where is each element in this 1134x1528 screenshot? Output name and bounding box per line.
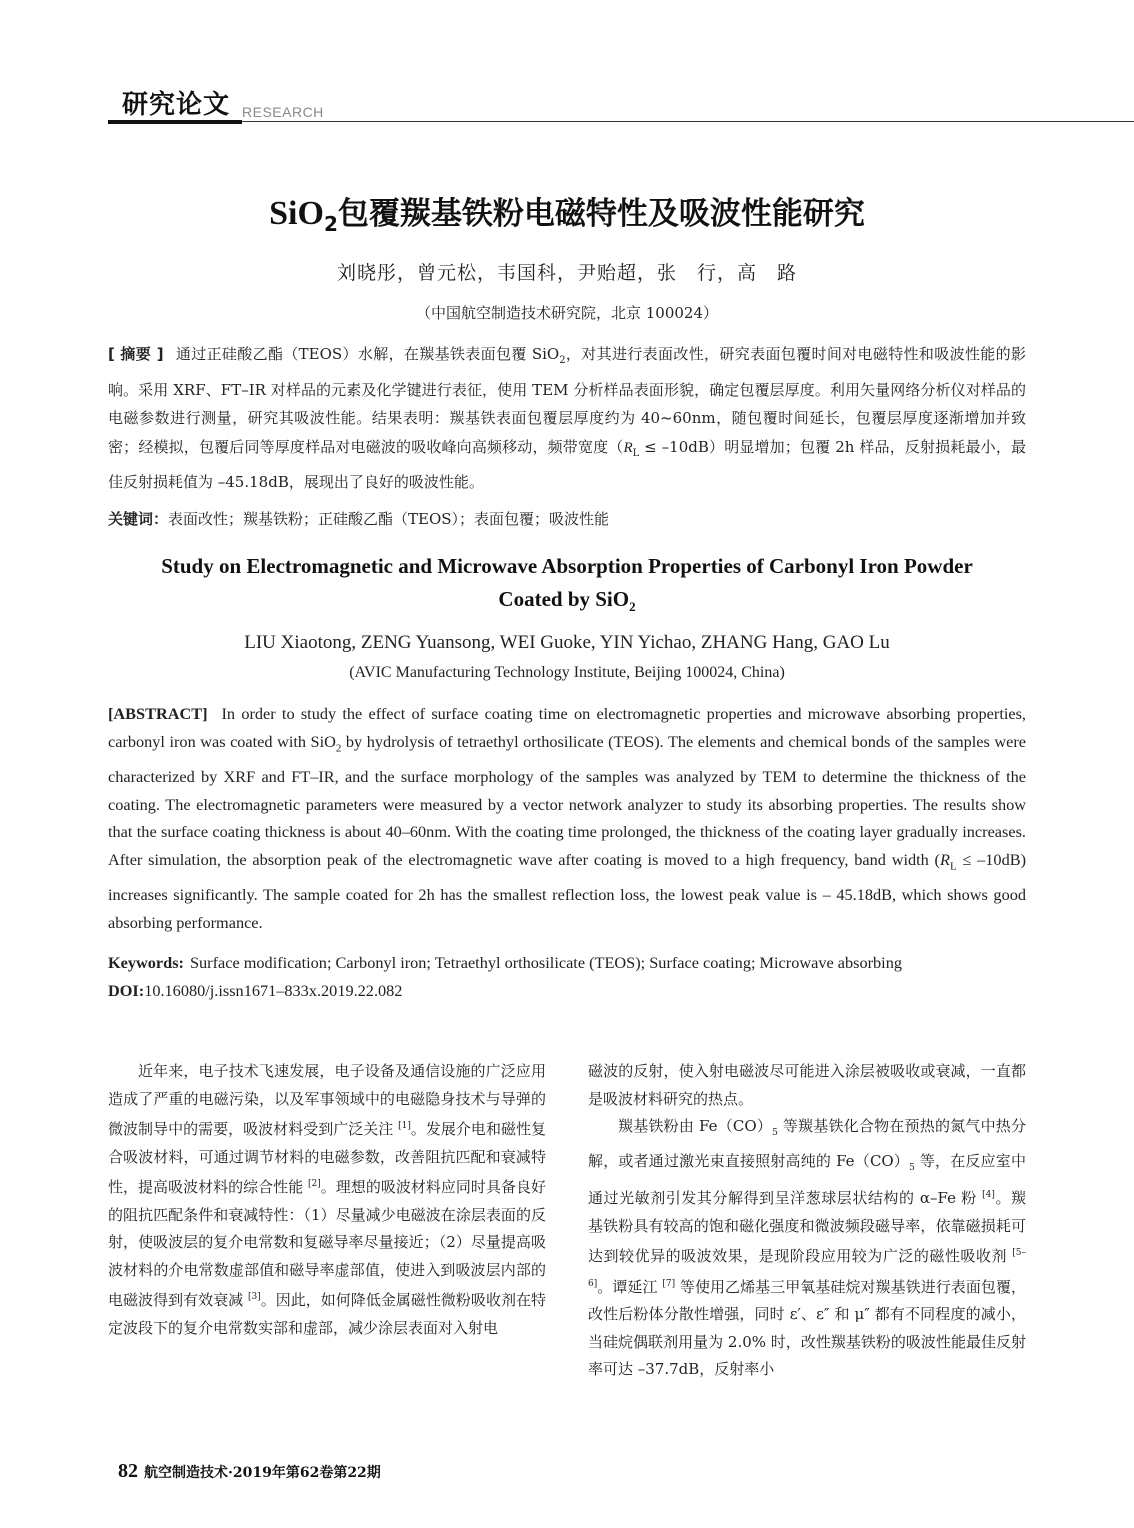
abstract-label-en: [ABSTRACT] xyxy=(108,704,208,723)
title-en-line2-text: Coated by SiO xyxy=(498,587,630,611)
abstract-cn-text-b: ，对其进行表面改性，研究表面包覆时间对电磁特性和吸波性能的影响。采用 XRF、FT–IR 对样品的元素及化学键进行表征，使用 TEM 分析样品表面形貌，确定包覆层厚度。利用矢量网络分析仪对样品的电磁参数进行测量，研究其吸波性能。结果表明：羰基铁表面包覆层厚度约为 40~60nm，随包覆时间延长，包覆层厚度逐渐增加并致密；经模拟，包覆后同等厚度样品对电磁波的吸收峰向高频移动，频带宽度（ xyxy=(108,345,1026,456)
authors-chinese: 刘晓彤，曾元松，韦国科，尹贻超，张 行，高 路 xyxy=(336,262,797,284)
title-english xyxy=(118,550,1016,623)
body-text: 近年来，电子技术飞速发展，电子设备及通信设施的广泛应用造成了严重的电磁污染，以及军事领域中的电磁隐身技术与导弹的微波制导中的需要，吸波材料受到广泛关注 xyxy=(108,1062,546,1138)
abstract-label-cn: [ 摘要 ] xyxy=(108,345,164,363)
section-label: 研究论文 xyxy=(122,90,231,120)
citation-ref: [4] xyxy=(982,1190,995,1200)
abstract-cn-sub: 2 xyxy=(559,355,566,366)
body-text: 等，在反应室中通过光敏剂引发其分解得到呈洋葱球层状结构的 α–Fe 粉 xyxy=(588,1151,1026,1207)
body-paragraph xyxy=(588,1113,1026,1384)
doi-label: DOI: xyxy=(108,981,145,1000)
body-text: 。理想的吸波材料应同时具备良好的阻抗匹配条件和衰减特性：（1）尽量减少电磁波在涂层表面的反射，使吸波层的复介电常数和复磁导率尽量接近；（2）尽量提高吸波材料的介电常数虚部值和磁导率虚部值，使进入到吸波层内部的电磁波得到有效衰减 xyxy=(108,1178,546,1309)
doi-value: 10.16080/j.issn1671–833x.2019.22.082 xyxy=(144,981,403,1000)
abstract-cn-text-c: ≤ –10dB）明显增加；包覆 2h 样品，反射损耗最小，最佳反射损耗值为 –45.18dB，展现出了良好的吸波性能。 xyxy=(108,437,1026,492)
abstract-en-text-c: ≤ –10dB) increases significantly. The sample coated for 2h has the smallest reflection loss, the lowest peak value is – 45.18dB, which shows good absorbing performance. xyxy=(108,850,1026,933)
keywords-label-en: Keywords: xyxy=(108,953,184,972)
affiliation-english: (AVIC Manufacturing Technology Institute, Beijing 100024, China) xyxy=(349,664,785,681)
page-footer xyxy=(118,1460,381,1483)
keywords-english xyxy=(108,953,1026,973)
body-paragraph xyxy=(108,1058,546,1342)
title-chinese xyxy=(0,188,1134,236)
keywords-label-cn: 关键词： xyxy=(108,510,169,528)
body-paragraph-continued: 磁波的反射，使入射电磁波尽可能进入涂层被吸收或衰减，一直都是吸波材料研究的热点。 xyxy=(588,1062,1026,1108)
abstract-english xyxy=(108,700,1026,937)
journal-issue: ·2019年第62卷第22期 xyxy=(228,1465,381,1481)
citation-ref: [1] xyxy=(398,1121,411,1131)
keywords-chinese xyxy=(108,508,1026,529)
abstract-cn-text: 通过正硅酸乙酯（TEOS）水解，在羰基铁表面包覆 SiO xyxy=(175,345,560,363)
section-tag: RESEARCH xyxy=(242,104,324,120)
body-column-left xyxy=(108,1058,546,1342)
rl-subscript-en: L xyxy=(949,860,957,873)
title-chem-sub: 2 xyxy=(323,212,338,237)
keywords-text-cn: 表面改性；羰基铁粉；正硅酸乙酯（TEOS）；表面包覆；吸波性能 xyxy=(168,510,610,528)
keywords-text-en: Surface modification; Carbonyl iron; Tetraethyl orthosilicate (TEOS); Surface coating; Microwave absorbing xyxy=(189,953,902,972)
citation-ref: [3] xyxy=(247,1292,261,1302)
header-rule-thin xyxy=(242,121,1134,122)
body-text: 等羰基铁化合物在预热的氮气中热分解，或者通过激光束直接照射高纯的 Fe（CO） xyxy=(588,1117,1026,1170)
body-text: 。发展介电和磁性复合吸波材料，可通过调节材料的电磁参数，改善阻抗匹配和衰减特性，提高吸波材料的综合性能 xyxy=(108,1120,546,1196)
affiliation-chinese: （中国航空制造技术研究院，北京 100024） xyxy=(415,304,719,322)
header-rule-thick xyxy=(108,120,242,124)
title-en-line2 xyxy=(118,583,1016,623)
body-text: 羰基铁粉由 Fe（CO） xyxy=(618,1117,773,1135)
citation-ref: [2] xyxy=(308,1179,321,1189)
citation-ref: [7] xyxy=(662,1278,676,1289)
body-text: 等使用乙烯基三甲氧基硅烷对羰基铁进行表面包覆，改性后粉体分散性增强，同时 ε′、ε″ 和 μ″ 都有不同程度的减小，当硅烷偶联剂用量为 2.0% 时，改性羰基铁粉的吸波性能最佳反射率可达 –37.7dB，反射率小 xyxy=(588,1277,1026,1378)
authors-english: LIU Xiaotong, ZENG Yuansong, WEI Guoke, YIN Yichao, ZHANG Hang, GAO Lu xyxy=(244,632,890,653)
subscript: 5 xyxy=(909,1162,915,1173)
body-text: 。因此，如何降低金属磁性微粉吸收剂在特定波段下的复介电常数实部和虚部，减少涂层表面对入射电 xyxy=(108,1291,546,1337)
page-header xyxy=(108,82,1134,124)
page-number: 82 xyxy=(118,1460,138,1482)
title-en-line1: Study on Electromagnetic and Microwave Absorption Properties of Carbonyl Iron Powder xyxy=(161,554,973,578)
abstract-en-text: In order to study the effect of surface coating time on electromagnetic properties and microwave absorbing properties, carbonyl iron was coated with SiO xyxy=(108,704,1026,751)
doi xyxy=(108,981,1026,1001)
abstract-en-text-b: by hydrolysis of tetraethyl orthosilicate (TEOS). The elements and chemical bonds of the samples were characterized by XRF and FT–IR, and the surface morphology of the samples was analyzed by TEM to determine the thickness of the coating. The electromagnetic parameters were measured by a vector network analyzer to study its absorbing properties. The results show that the surface coating thickness is about 40–60nm. With the coating time prolonged, the thickness of the coating layer gradually increases. After simulation, the absorption peak of the electromagnetic wave after coating is moved to a high frequency, band width ( xyxy=(108,731,1026,870)
citation-ref: [5–6] xyxy=(588,1248,1026,1289)
rl-symbol-en: R xyxy=(939,850,950,870)
abstract-chinese xyxy=(108,340,1026,497)
abstract-en-sub: 2 xyxy=(335,742,342,755)
rl-symbol: R xyxy=(623,439,633,456)
subscript: 5 xyxy=(772,1128,778,1138)
body-text: 。谭延江 xyxy=(597,1277,663,1296)
journal-name: 航空制造技术 xyxy=(144,1465,228,1481)
title-rest: 包覆羰基铁粉电磁特性及吸波性能研究 xyxy=(337,196,865,232)
body-text: 。羰基铁粉具有较高的饱和磁化强度和微波频段磁导率，依靠磁损耗可达到较优异的吸波效果，是现阶段应用较为广泛的磁性吸收剂 xyxy=(588,1189,1026,1265)
title-en-line2-sub: 2 xyxy=(629,599,636,615)
rl-subscript: L xyxy=(632,447,640,459)
body-column-right xyxy=(588,1058,1026,1384)
title-chem: SiO xyxy=(269,195,324,232)
